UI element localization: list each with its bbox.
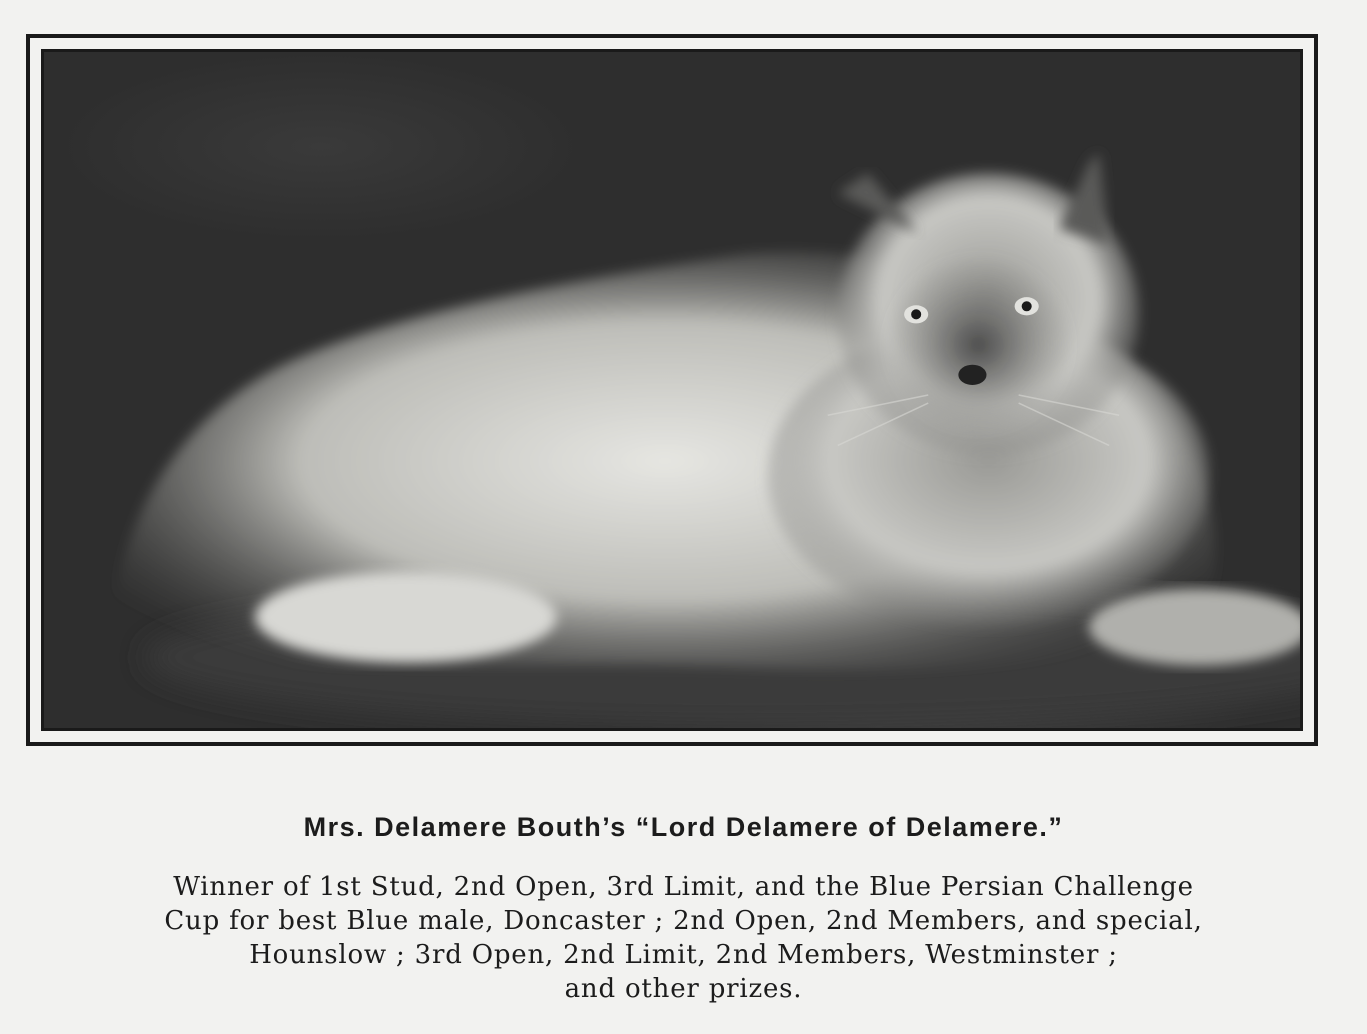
caption-line: Hounslow ; 3rd Open, 2nd Limit, 2nd Members, Westminster ; — [249, 940, 1118, 970]
photo-frame — [26, 34, 1318, 746]
persian-cat-illustration — [44, 52, 1300, 728]
cat-photograph — [41, 49, 1303, 731]
caption-body — [40, 870, 1327, 1006]
caption-line: Winner of 1st Stud, 2nd Open, 3rd Limit, and the Blue Persian Challenge — [173, 872, 1194, 902]
caption-line: Cup for best Blue male, Doncaster ; 2nd Open, 2nd Members, and special, — [164, 906, 1203, 936]
caption-title: Mrs. Delamere Bouth’s “Lord Delamere of Delamere.” — [303, 812, 1064, 842]
caption-line: and other prizes. — [564, 974, 803, 1004]
